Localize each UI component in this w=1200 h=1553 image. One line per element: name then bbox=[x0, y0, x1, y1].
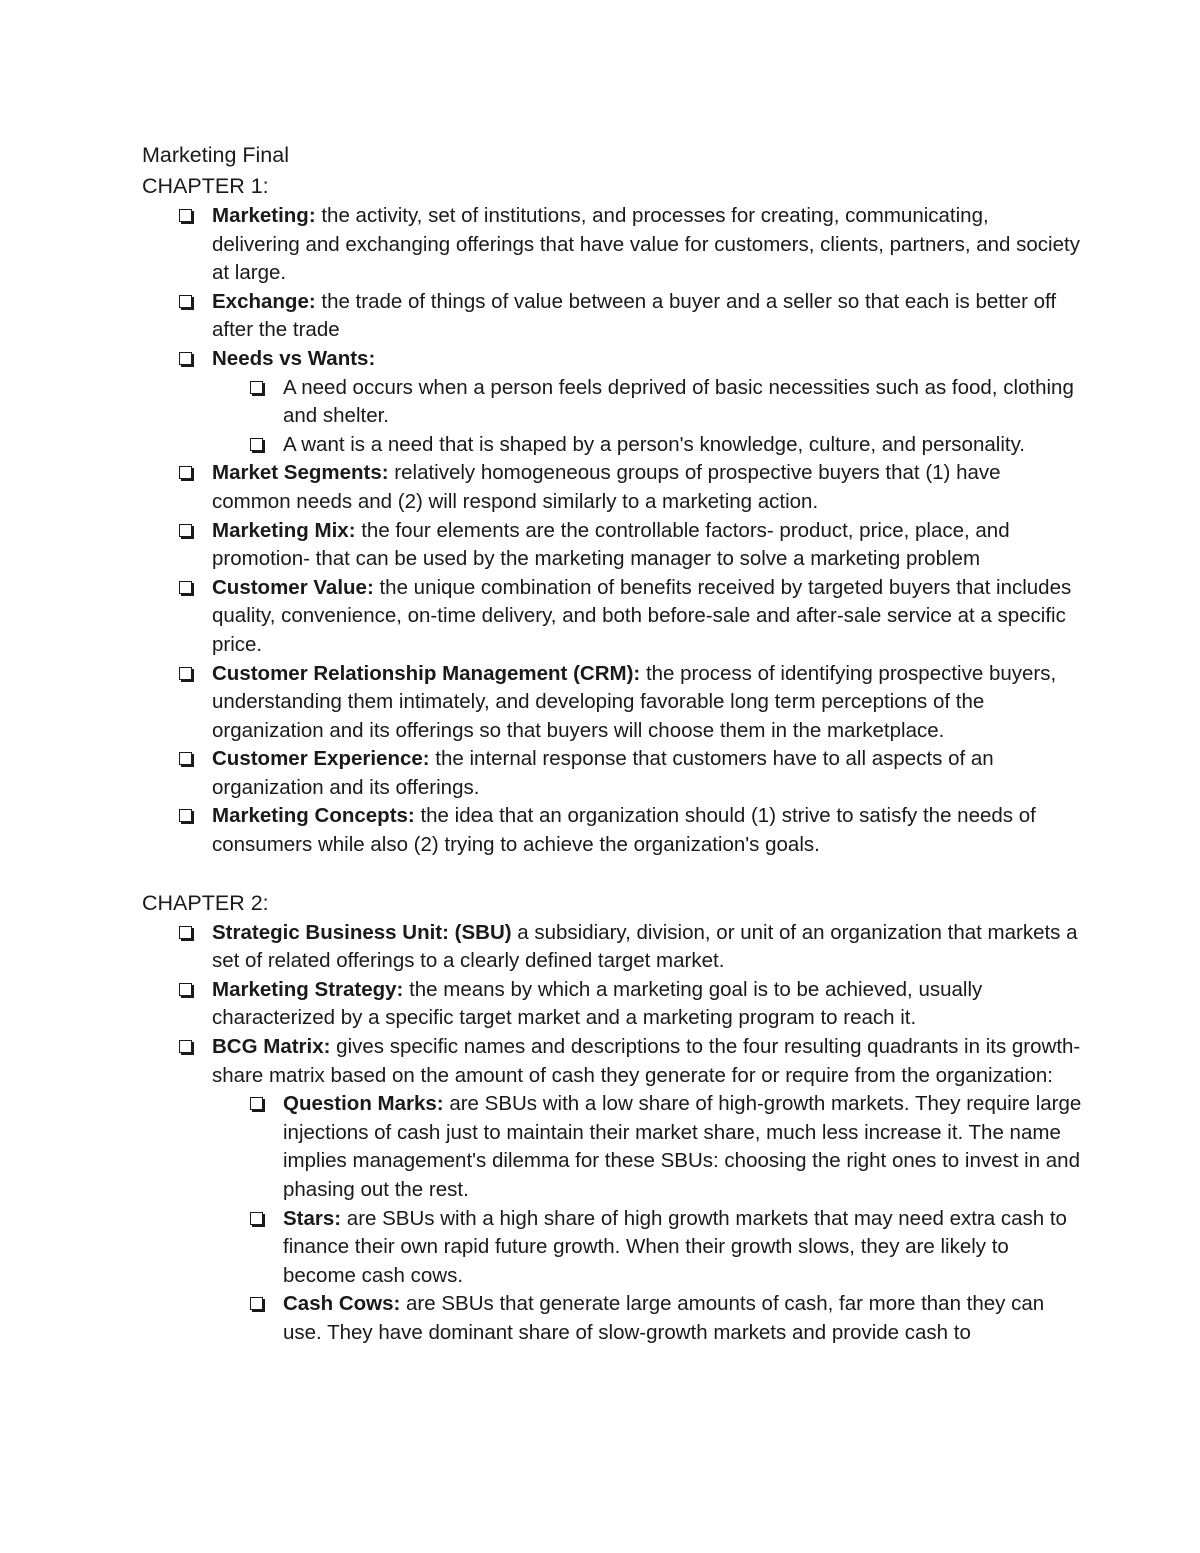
term: Marketing Concepts: bbox=[212, 804, 415, 828]
chapter-heading: CHAPTER 2: bbox=[142, 890, 269, 915]
checkbox-icon[interactable] bbox=[179, 466, 192, 479]
document-page bbox=[142, 140, 1082, 1348]
definition: the activity, set of institutions, and processes for creating, communicating, delivering and exchanging offerings that have value for customers, clients, partners, and society at large. bbox=[212, 204, 1080, 285]
checkbox-icon[interactable] bbox=[179, 295, 192, 308]
checkbox-icon[interactable] bbox=[179, 983, 192, 996]
sub-list-item bbox=[142, 1205, 1082, 1291]
list-item bbox=[142, 919, 1082, 976]
sub-list-item bbox=[142, 374, 1082, 431]
checkbox-icon[interactable] bbox=[179, 752, 192, 765]
term: Cash Cows: bbox=[283, 1292, 401, 1316]
term: Marketing Strategy: bbox=[212, 977, 404, 1001]
list-item bbox=[142, 202, 1082, 288]
checkbox-icon[interactable] bbox=[179, 209, 192, 222]
definition: the process of identifying prospective buyers, understanding them intimately, and developing favorable long term perceptions of the organization and its offerings so that buyers will choose them in the marketplace. bbox=[212, 661, 1057, 742]
definition: a subsidiary, division, or unit of an organization that markets a set of related offerings to a clearly defined target market. bbox=[212, 920, 1078, 973]
definition: are SBUs with a low share of high-growth markets. They require large injections of cash just to maintain their market share, much less increase it. The name implies management's dilemma for these SBUs: choosing the right ones to invest in and phasing out the rest. bbox=[283, 1092, 1082, 1201]
term: Exchange: bbox=[212, 289, 316, 313]
definition: are SBUs with a high share of high growth markets that may need extra cash to finance their own rapid future growth. When their growth slows, they are likely to become cash cows. bbox=[283, 1206, 1067, 1287]
term: Customer Experience: bbox=[212, 747, 430, 771]
definition: the four elements are the controllable factors- product, price, place, and promotion- that can be used by the marketing manager to solve a marketing problem bbox=[212, 518, 1010, 571]
term: Question Marks: bbox=[283, 1092, 444, 1116]
term: BCG Matrix: bbox=[212, 1035, 331, 1059]
checkbox-icon[interactable] bbox=[179, 809, 192, 822]
list-item bbox=[142, 345, 1082, 374]
checkbox-icon[interactable] bbox=[179, 352, 192, 365]
list-item bbox=[142, 976, 1082, 1033]
list-item bbox=[142, 1033, 1082, 1090]
checkbox-icon[interactable] bbox=[250, 381, 263, 394]
sub-list-item bbox=[142, 431, 1082, 460]
definition: the internal response that customers have to all aspects of an organization and its offerings. bbox=[212, 747, 994, 799]
term: Needs vs Wants: bbox=[212, 346, 376, 370]
term: Marketing: bbox=[212, 204, 316, 227]
sub-list-item bbox=[142, 1290, 1082, 1347]
chapter-heading: CHAPTER 1: bbox=[142, 174, 269, 198]
definition: gives specific names and descriptions to the four resulting quadrants in its growth-share matrix based on the amount of cash they generate for or require from the organization: bbox=[212, 1035, 1081, 1087]
term: Customer Value: bbox=[212, 575, 374, 599]
checkbox-icon[interactable] bbox=[250, 1212, 263, 1225]
list-item bbox=[142, 802, 1082, 859]
definition: relatively homogeneous groups of prospective buyers that (1) have common needs and (2) will respond similarly to a marketing action. bbox=[212, 461, 1001, 513]
section-spacer bbox=[142, 860, 1082, 888]
term: Customer Relationship Management (CRM): bbox=[212, 661, 641, 685]
sub-list-item bbox=[142, 1090, 1082, 1204]
term: Market Segments: bbox=[212, 461, 389, 485]
list-item bbox=[142, 745, 1082, 802]
list-item bbox=[142, 288, 1082, 345]
definition: are SBUs that generate large amounts of cash, far more than they can use. They have dominant share of slow-growth markets and provide cash to bbox=[283, 1292, 1045, 1344]
checkbox-icon[interactable] bbox=[179, 926, 192, 939]
checkbox-icon[interactable] bbox=[179, 524, 192, 537]
term: Stars: bbox=[283, 1206, 342, 1230]
definition: A want is a need that is shaped by a person's knowledge, culture, and personality. bbox=[283, 432, 1025, 456]
checkbox-icon[interactable] bbox=[179, 581, 192, 594]
definition: the unique combination of benefits received by targeted buyers that includes quality, convenience, on-time delivery, and both before-sale and after-sale service at a specific price. bbox=[212, 575, 1072, 656]
chapter-1 bbox=[142, 171, 1082, 860]
document-title: Marketing Final bbox=[142, 143, 289, 167]
checkbox-icon[interactable] bbox=[179, 1040, 192, 1053]
checkbox-icon[interactable] bbox=[250, 1097, 263, 1110]
list-item bbox=[142, 517, 1082, 574]
checkbox-icon[interactable] bbox=[250, 1297, 263, 1310]
checkbox-icon[interactable] bbox=[250, 438, 263, 451]
checkbox-icon[interactable] bbox=[179, 667, 192, 680]
definition: the means by which a marketing goal is to be achieved, usually characterized by a specific target market and a marketing program to reach it. bbox=[212, 977, 983, 1030]
chapter-2 bbox=[142, 888, 1082, 1348]
list-item bbox=[142, 459, 1082, 516]
definition: the trade of things of value between a buyer and a seller so that each is better off after the trade bbox=[212, 289, 1057, 342]
list-item bbox=[142, 660, 1082, 746]
list-item bbox=[142, 574, 1082, 660]
definition: A need occurs when a person feels deprived of basic necessities such as food, clothing and shelter. bbox=[283, 375, 1074, 428]
definition: the idea that an organization should (1) strive to satisfy the needs of consumers while also (2) trying to achieve the organization's goals. bbox=[212, 804, 1036, 857]
term: Marketing Mix: bbox=[212, 518, 356, 542]
term: Strategic Business Unit: (SBU) bbox=[212, 920, 512, 944]
